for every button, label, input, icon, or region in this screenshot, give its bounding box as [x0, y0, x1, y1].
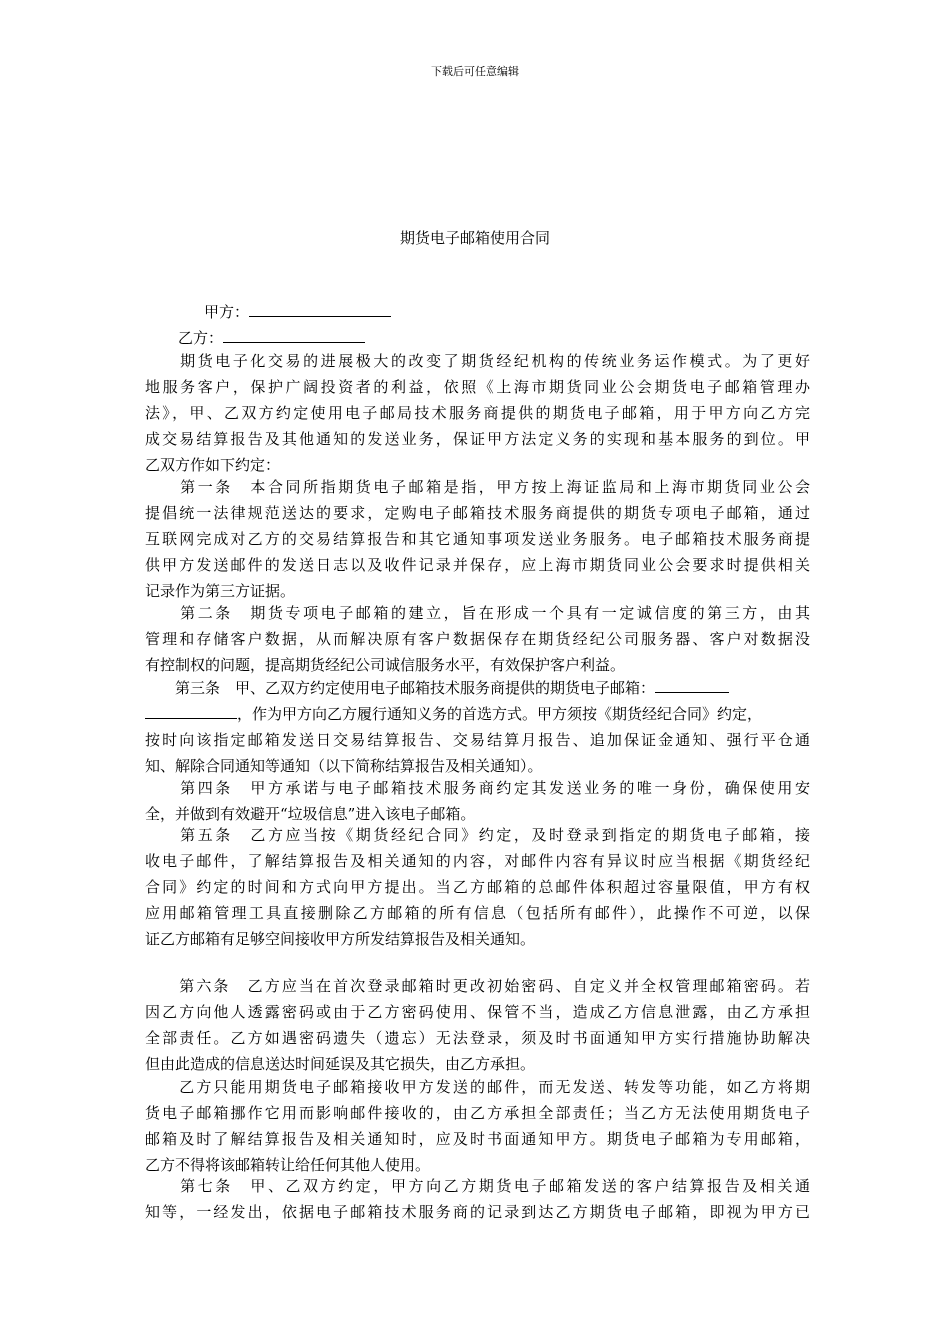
party-a-label: 甲方： [204, 303, 250, 321]
text-line: 因乙方向他人透露密码或由于乙方密码使用、保管不当，造成乙方信息泄露，由乙方承担 [145, 1003, 810, 1021]
text-line: 全部责任。乙方如遇密码遗失（遗忘）无法登录，须及时书面通知甲方实行措施协助解决 [145, 1029, 810, 1047]
text-line [145, 675, 810, 701]
text-line: 成交易结算报告及其他通知的发送业务，保证甲方法定义务的实现和基本服务的到位。甲 [145, 430, 810, 448]
text-line: 合同》约定的时间和方式向甲方提出。当乙方邮箱的总邮件体积超过容量限值，甲方有权 [145, 878, 810, 896]
article-2-paragraph [145, 600, 810, 678]
article-6-continued-paragraph [145, 1074, 810, 1178]
email-blank-1[interactable] [655, 675, 729, 693]
text-line: 法》，甲、乙双方约定使用电子邮局技术服务商提供的期货电子邮箱，用于甲方向乙方完 [145, 404, 810, 422]
article-3-rest: ，作为甲方向乙方履行通知义务的首选方式。甲方须按《期货经纪合同》约定， [237, 705, 763, 723]
text-line: 全，并做到有效避开“垃圾信息”进入该电子邮箱。 [145, 805, 476, 823]
article-4-paragraph [145, 775, 810, 827]
text-line: 乙方不得将该邮箱转让给任何其他人使用。 [145, 1156, 431, 1174]
party-b-label: 乙方： [178, 329, 224, 347]
text-line: 第五条 乙方应当按《期货经纪合同》约定，及时登录到指定的期货电子邮箱，接 [145, 826, 810, 844]
article-3-lead: 第三条 甲、乙双方约定使用电子邮箱技术服务商提供的期货电子邮箱： [145, 679, 656, 697]
document-title: 期货电子邮箱使用合同 [399, 229, 550, 247]
text-line: 乙方只能用期货电子邮箱接收甲方发送的邮件，而无发送、转发等功能，如乙方将期 [145, 1078, 810, 1096]
text-line: 货电子邮箱挪作它用而影响邮件接收的，由乙方承担全部责任；当乙方无法使用期货电子 [145, 1104, 810, 1122]
text-line: 互联网完成对乙方的交易结算报告和其它通知事项发送业务服务。电子邮箱技术服务商提 [145, 530, 810, 548]
text-line: 邮箱及时了解结算报告及相关通知时，应及时书面通知甲方。期货电子邮箱为专用邮箱， [145, 1130, 810, 1148]
text-line: 供甲方发送邮件的发送日志以及收件记录并保存，应上海市期货同业公会要求时提供相关 [145, 556, 810, 574]
text-line: 乙双方作如下约定： [145, 456, 281, 474]
party-a-blank[interactable] [249, 301, 391, 317]
text-line: 提倡统一法律规范送达的要求，定购电子邮箱技术服务商提供的期货专项电子邮箱，通过 [145, 504, 810, 522]
article-1-paragraph [145, 474, 810, 604]
text-line: 期货电子化交易的进展极大的改变了期货经纪机构的传统业务运作模式。为了更好 [145, 352, 810, 370]
page-header-note: 下载后可任意编辑 [431, 65, 519, 78]
text-line: 按时向该指定邮箱发送日交易结算报告、交易结算月报告、追加保证金通知、强行平仓通 [145, 731, 810, 749]
article-5-paragraph [145, 822, 810, 952]
article-3-paragraph [145, 675, 810, 779]
text-line: 有控制权的问题，提高期货经纪公司诚信服务水平，有效保护客户利益。 [145, 656, 626, 674]
text-line: 但由此造成的信息送达时间延误及其它损失，由乙方承担。 [145, 1055, 536, 1073]
party-b-blank[interactable] [223, 327, 365, 343]
text-line: 知、解除合同通知等通知（以下简称结算报告及相关通知）。 [145, 757, 543, 775]
article-7-paragraph [145, 1173, 810, 1225]
text-line [145, 701, 810, 727]
text-line: 第七条 甲、乙双方约定，甲方向乙方期货电子邮箱发送的客户结算报告及相关通 [145, 1177, 810, 1195]
text-line: 管理和存储客户数据，从而解决原有客户数据保存在期货经纪公司服务器、客户对数据没 [145, 630, 810, 648]
email-blank-2[interactable] [145, 701, 237, 719]
text-line: 收电子邮件，了解结算报告及相关通知的内容，对邮件内容有异议时应当根据《期货经纪 [145, 852, 810, 870]
text-line: 第四条 甲方承诺与电子邮箱技术服务商约定其发送业务的唯一身份，确保使用安 [145, 779, 810, 797]
article-6-paragraph [145, 973, 810, 1077]
text-line: 记录作为第三方证据。 [145, 582, 296, 600]
text-line: 知等，一经发出，依据电子邮箱技术服务商的记录到达乙方期货电子邮箱，即视为甲方已 [145, 1203, 810, 1221]
party-b-line [178, 327, 365, 348]
text-line: 地服务客户，保护广阔投资者的利益，依照《上海市期货同业公会期货电子邮箱管理办 [145, 378, 810, 396]
party-a-line [204, 301, 391, 322]
text-line: 第一条 本合同所指期货电子邮箱是指，甲方按上海证监局和上海市期货同业公会 [145, 478, 810, 496]
intro-paragraph [145, 348, 810, 478]
text-line: 证乙方邮箱有足够空间接收甲方所发结算报告及相关通知。 [145, 930, 536, 948]
text-line: 第六条 乙方应当在首次登录邮箱时更改初始密码、自定义并全权管理邮箱密码。若 [145, 977, 810, 995]
text-line: 第二条 期货专项电子邮箱的建立，旨在形成一个具有一定诚信度的第三方，由其 [145, 604, 810, 622]
text-line: 应用邮箱管理工具直接删除乙方邮箱的所有信息（包括所有邮件），此操作不可逆，以保 [145, 904, 810, 922]
